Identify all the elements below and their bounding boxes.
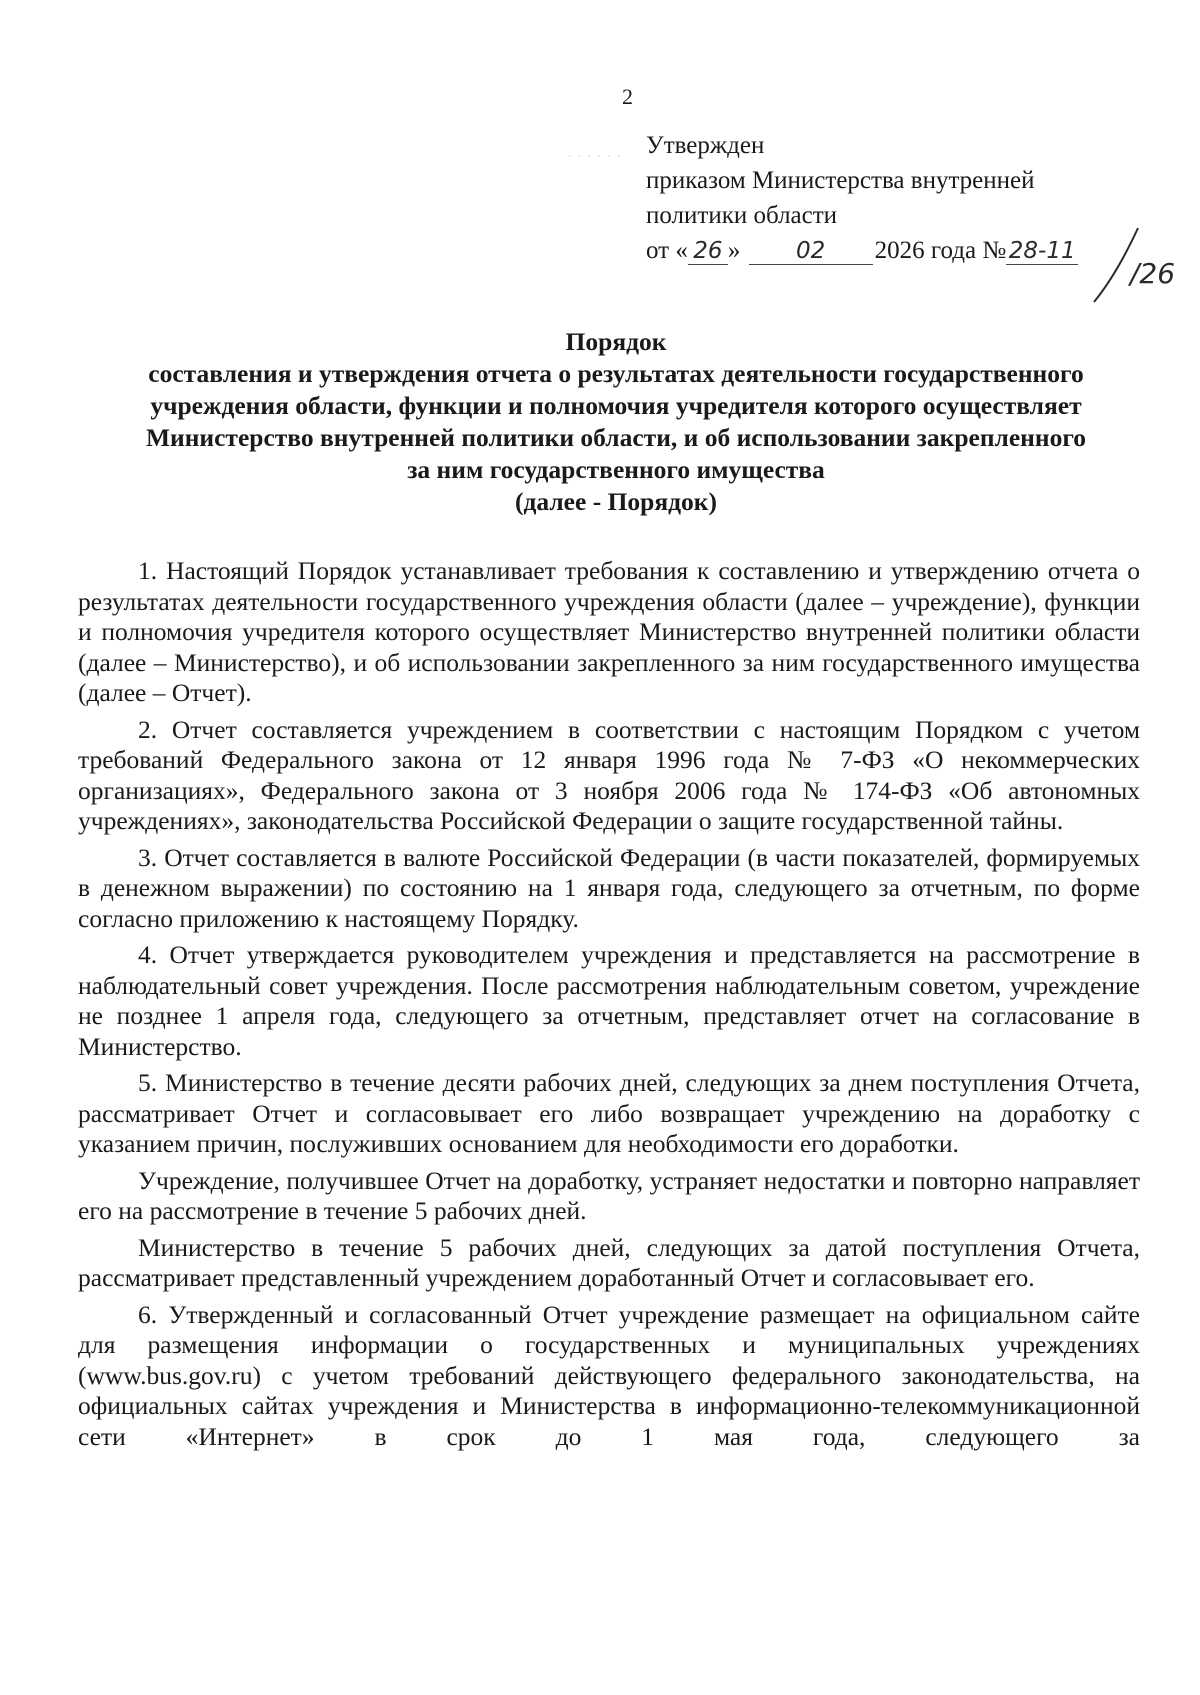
page-number: 2 xyxy=(622,84,633,109)
approval-line-approved: Утвержден xyxy=(646,132,765,159)
title-heading: Порядок xyxy=(565,327,667,356)
paragraph-4: 4. Отчет утверждается руководителем учреждения и представляется на рассмотрение в наблюдательный совет учреждения. После рассмотрения наблюдательным советом, учреждение не позднее 1 апреля года, следующего за отчетным, представляет отчет на согласование в Министерство. xyxy=(78,940,1140,1061)
paragraph-5-rework: Учреждение, получившее Отчет на доработку, устраняет недостатки и повторно направляет его на рассмотрение в течение 5 рабочих дней. xyxy=(78,1165,1140,1225)
handwritten-month: 02 xyxy=(749,238,873,265)
title-line-2: учреждения области, функции и полномочия учредителя которого осуществляет xyxy=(150,391,1082,420)
handwritten-order-year: /26 xyxy=(1130,257,1176,290)
title-line-1: составления и утверждения отчета о результатах деятельности государственного xyxy=(148,359,1084,388)
title-line-5: (далее - Порядок) xyxy=(515,487,717,516)
handwritten-day: 26 xyxy=(688,238,728,265)
document-body xyxy=(78,556,1140,1458)
paragraph-2: 2. Отчет составляется учреждением в соответствии с настоящим Порядком с учетом требований Федерального закона от 12 января 1996 года № 7-ФЗ «О некоммерческих организациях», Федерального закона от 3 ноября 2006 года № 174-ФЗ «Об автономных учреждениях», законодательства Российской Федерации о защите государственной тайны. xyxy=(78,714,1140,835)
approval-line-region: политики области xyxy=(646,202,838,229)
paragraph-5-review: Министерство в течение 5 рабочих дней, следующих за датой поступления Отчета, рассматривает представленный учреждением доработанный Отчет и согласовывает его. xyxy=(78,1232,1140,1292)
paragraph-3: 3. Отчет составляется в валюте Российской Федерации (в части показателей, формируемых в денежном выражении) по состоянию на 1 января года, следующего за отчетным, по форме согласно приложению к настоящему Порядку. xyxy=(78,842,1140,933)
date-close-quote: » xyxy=(727,237,741,264)
approval-line-order: приказом Министерства внутренней xyxy=(646,167,1035,194)
date-prefix: от « xyxy=(646,237,688,264)
handwritten-order-number: 28-11 xyxy=(1006,238,1078,265)
approval-stamp-block xyxy=(568,128,1176,290)
faint-dots: · · · · · · xyxy=(568,152,623,163)
paragraph-1: 1. Настоящий Порядок устанавливает требования к составлению и утверждению отчета о результатах деятельности государственного учреждения области (далее – учреждение), функции и полномочия учредителя которого осуществляет Министерство внутренней политики области (далее – Министерство), и об использовании закрепленного за ним государственного имущества (далее – Отчет). xyxy=(78,556,1140,707)
document-title xyxy=(90,326,1142,518)
approval-date-line xyxy=(646,233,1078,268)
date-year-text: 2026 года № xyxy=(874,237,1007,264)
paragraph-5: 5. Министерство в течение десяти рабочих дней, следующих за днем поступления Отчета, рассматривает Отчет и согласовывает его либо возвращает учреждению на доработку с указанием причин, послуживших основанием для необходимости его доработки. xyxy=(78,1068,1140,1158)
title-line-4: за ним государственного имущества xyxy=(407,455,825,484)
paragraph-6: 6. Утвержденный и согласованный Отчет учреждение размещает на официальном сайте для размещения информации о государственных и муниципальных учреждениях (www.bus.gov.ru) с учетом требований действующего федерального законодательства, на официальных сайтах учреждения и Министерства в информационно-телекоммуникационной сети «Интернет» в срок до 1 мая года, следующего за xyxy=(78,1299,1140,1451)
title-line-3: Министерство внутренней политики области, и об использовании закрепленного xyxy=(145,423,1087,452)
